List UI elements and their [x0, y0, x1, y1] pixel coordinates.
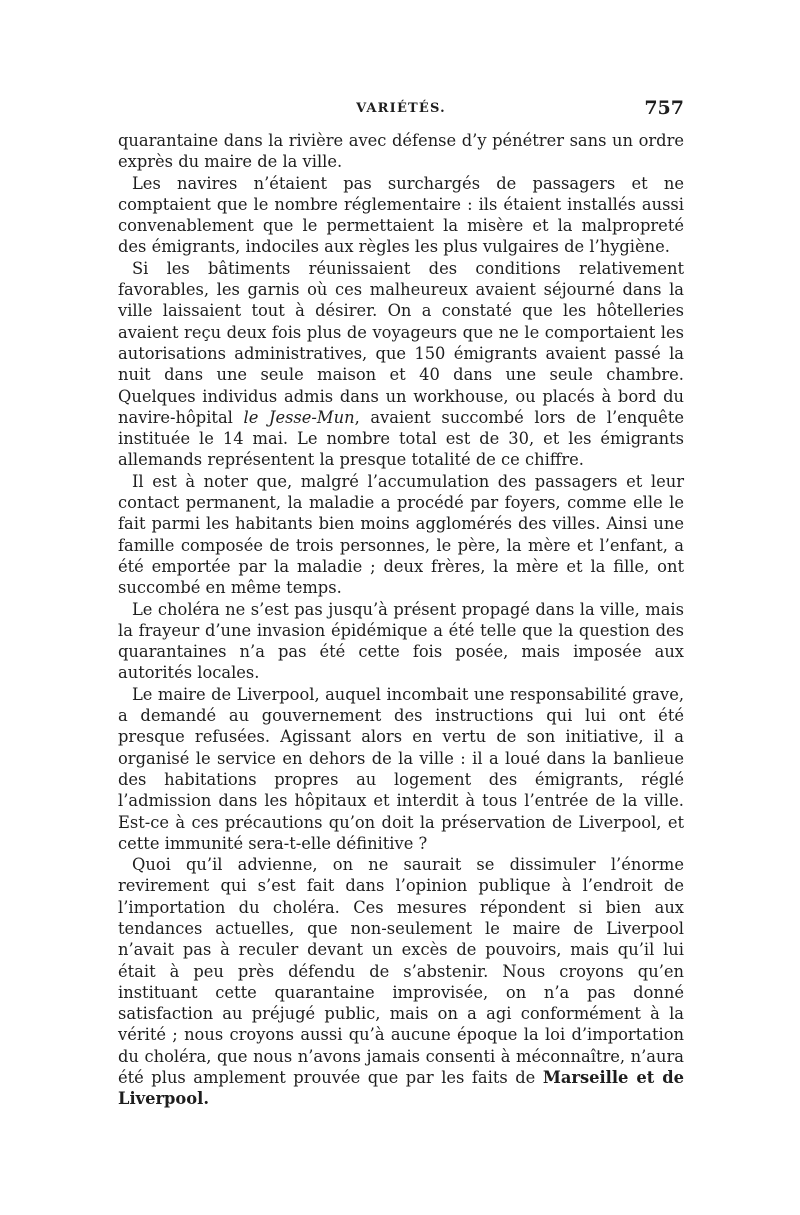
paragraph — [118, 684, 684, 854]
page-number: 757 — [644, 97, 684, 119]
paragraph — [118, 258, 684, 471]
paragraph-text: Quoi qu’il advienne, on ne saurait se dissimuler l’énorme revirement qui s’est fait dans l’opinion publique à l’endroit de l’importation du choléra. Ces mesures répondent si bien aux tendances actuelles, que non-seulement le maire de Liverpool n’avait pas à reculer devant un excès de pouvoirs, mais qu’il lui était à peu près défendu de s’abstenir. Nous croyons qu’en instituant cette quarantaine improvisée, on n’a pas donné satisfaction au préjugé public, mais on a agi conformément à la vérité ; nous croyons aussi qu’à aucune époque la loi d’importation du choléra, que nous n’avons jamais consenti à méconnaître, n’aura été plus amplement prouvée que par les faits de — [118, 855, 684, 1088]
paragraph — [118, 471, 684, 599]
paragraph-text: Le maire de Liverpool, auquel incombait une responsabilité grave, a demandé au gouvernement des instructions qui lui ont été presque refusées. Agissant alors en vertu de son initiative, il a organisé le service en dehors de la ville : il a loué dans la banlieue des habitations propres au logement des émigrants, réglé l’admission dans les hôpitaux et interdit à tous l’entrée de la ville. Est-ce à ces précautions qu’on doit la préservation de Liverpool, et cette immunité sera-t-elle définitive ? — [118, 684, 684, 853]
paragraph-text: Il est à noter que, malgré l’accumulation des passagers et leur contact permanent, la maladie a procédé par foyers, comme elle le fait parmi les habitants bien moins agglomérés des villes. Ainsi une famille composée de trois personnes, le père, la mère et l’enfant, a été emportée par la maladie ; deux frères, la mère et la fille, ont succombé en même temps. — [118, 471, 684, 598]
ship-name: le Jesse-Mun — [243, 407, 355, 427]
paragraph — [118, 173, 684, 258]
running-title: VARIÉTÉS. — [356, 101, 446, 116]
paragraph-text: quarantaine dans la rivière avec défense d’y pénétrer sans un ordre exprès du maire de la ville. — [118, 131, 684, 172]
paragraph-text: , avaient succombé lors de l’enquête instituée le 14 mai. Le nombre total est de 30, et les émigrants allemands représentent la presque totalité de ce chiffre. — [118, 407, 684, 470]
paragraph — [118, 854, 684, 1110]
closing-phrase: Marseille et de Liverpool. — [118, 1068, 685, 1109]
paragraph — [118, 599, 684, 684]
paragraph-continued — [118, 130, 684, 173]
paragraph-text: Les navires n’étaient pas surchargés de passagers et ne comptaient que le nombre réglementaire : ils étaient installés aussi convenablement que le permettaient la misère et la malpropreté des émigrants, indociles aux règles les plus vulgaires de l’hygiène. — [118, 173, 684, 257]
paragraph-text: Si les bâtiments réunissaient des conditions relativement favorables, les garnis où ces malheureux avaient séjourné dans la ville laissaient tout à désirer. On a constaté que les hôtelleries avaient reçu deux fois plus de voyageurs que ne le comportaient les autorisations administratives, que 150 émigrants avaient passé la nuit dans une seule maison et 40 dans une seule chambre. Quelques individus admis dans un workhouse, ou placés à bord du navire-hôpital — [118, 258, 684, 427]
body-text — [118, 130, 684, 1110]
running-head — [118, 97, 684, 121]
paragraph-text: Le choléra ne s’est pas jusqu’à présent propagé dans la ville, mais la frayeur d’une invasion épidémique a été telle que la question des quarantaines n’a pas été cette fois posée, mais imposée aux autorités locales. — [118, 599, 684, 683]
